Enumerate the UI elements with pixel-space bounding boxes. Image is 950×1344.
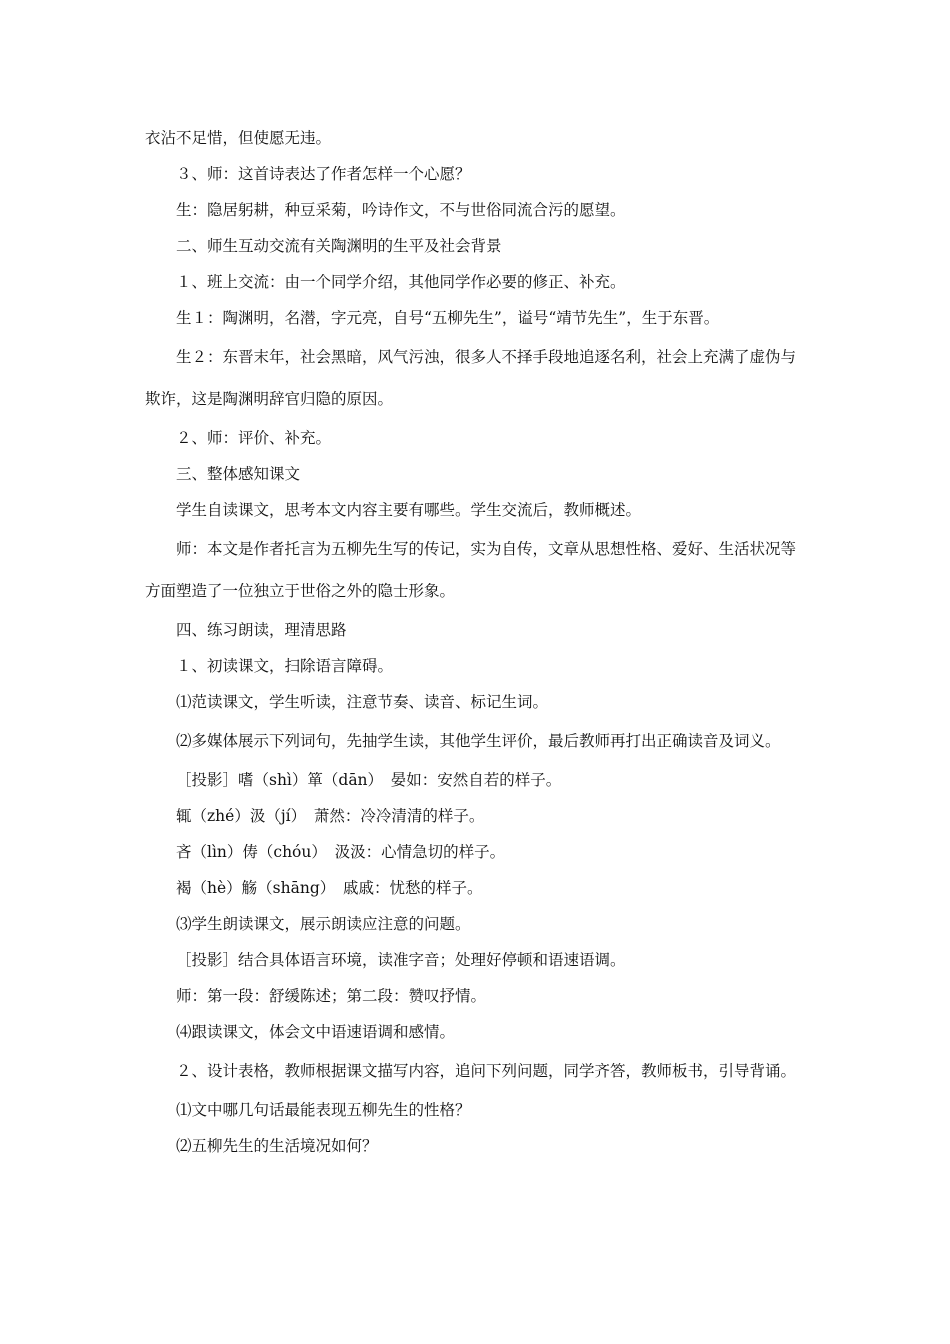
paragraph-25: ⑴文中哪几句话最能表现五柳先生的性格？ (176, 1101, 471, 1119)
paragraph-23: ⑷跟读课文，体会文中语速语调和感情。 (176, 1023, 456, 1041)
paragraph-7: 生２：东晋末年，社会黑暗，风气污浊，很多人不择手段地追逐名利，社会上充满了虚伪与欺诈，这是陶渊明辞官归隐的原因。 (145, 348, 797, 408)
paragraph-21: ［投影］结合具体语言环境，读准字音；处理好停顿和语速语调。 (176, 951, 626, 969)
paragraph-26: ⑵五柳先生的生活境况如何？ (176, 1137, 378, 1155)
paragraph-20: ⑶学生朗读课文，展示朗读应注意的问题。 (176, 915, 471, 933)
paragraph-11: 师：本文是作者托言为五柳先生写的传记，实为自传，文章从思想性格、爱好、生活状况等方面塑造了一位独立于世俗之外的隐士形象。 (145, 540, 797, 600)
paragraph-2: ３、师：这首诗表达了作者怎样一个心愿？ (176, 165, 471, 183)
paragraph-22: 师：第一段：舒缓陈述；第二段：赞叹抒情。 (176, 987, 487, 1005)
paragraph-15: ⑵多媒体展示下列词句，先抽学生读，其他学生评价，最后教师再打出正确读音及词义。 (176, 732, 781, 750)
paragraph-1: 衣沾不足惜，但使愿无违。 (145, 129, 332, 147)
section-heading-2: 二、师生互动交流有关陶渊明的生平及社会背景 (176, 237, 502, 255)
paragraph-10: 学生自读课文，思考本文内容主要有哪些。学生交流后，教师概述。 (176, 501, 642, 519)
paragraph-24: ２、设计表格，教师根据课文描写内容，追问下列问题，同学齐答，教师板书，引导背诵。 (176, 1062, 797, 1080)
paragraph-13: １、初读课文，扫除语言障碍。 (176, 657, 394, 675)
paragraph-5: １、班上交流：由一个同学介绍，其他同学作必要的修正、补充。 (176, 273, 626, 291)
paragraph-3: 生：隐居躬耕，种豆采菊，吟诗作文，不与世俗同流合污的愿望。 (176, 201, 626, 219)
paragraph-14: ⑴范读课文，学生听读，注意节奏、读音、标记生词。 (176, 693, 549, 711)
vocab-line-3: 吝（lìn）俦（chóu） 汲汲：心情急切的样子。 (176, 843, 506, 861)
section-heading-4: 四、练习朗读，理清思路 (176, 621, 347, 639)
vocab-line-2: 辄（zhé）汲（jí） 萧然：冷冷清清的样子。 (176, 807, 485, 825)
section-heading-3: 三、整体感知课文 (176, 465, 301, 483)
paragraph-6: 生１：陶渊明，名潜，字元亮，自号“五柳先生”，谥号“靖节先生”，生于东晋。 (176, 309, 720, 327)
document-body (145, 120, 805, 1164)
paragraph-8: ２、师：评价、补充。 (176, 429, 332, 447)
vocab-line-4: 褐（hè）觞（shāng） 戚戚：忧愁的样子。 (176, 879, 483, 897)
vocab-line-1: ［投影］嗜（shì）箪（dān） 晏如：安然自若的样子。 (176, 771, 562, 789)
